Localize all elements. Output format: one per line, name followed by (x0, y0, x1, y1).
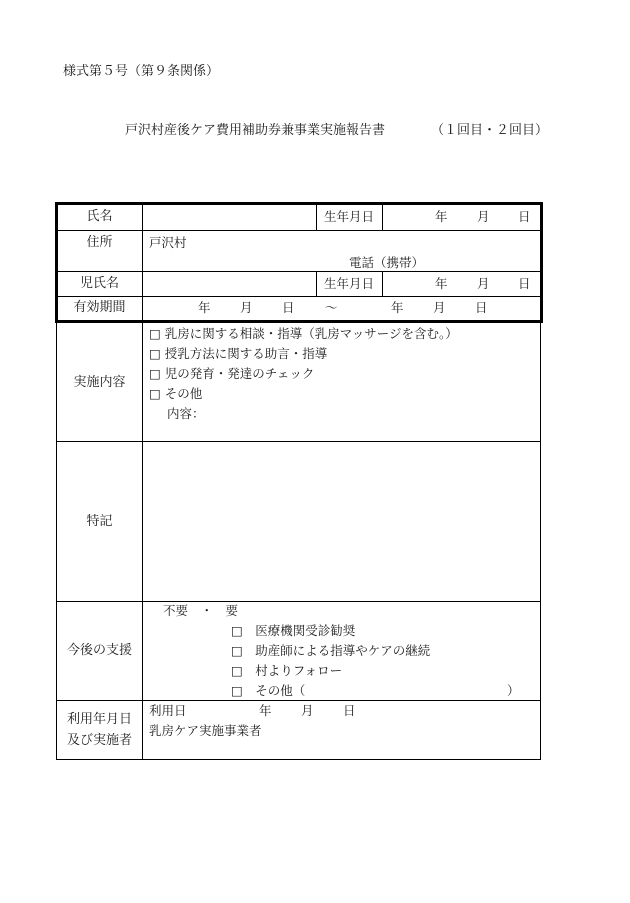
validity-from-year: 年 (198, 300, 211, 315)
name-label: 氏名 (86, 209, 113, 224)
support-item-medical-referral[interactable]: □ 医療機関受診勧奨 (231, 623, 356, 638)
child-birth-label: 生年月日 (323, 276, 374, 291)
support-item-other[interactable]: □ その他（ (231, 683, 306, 698)
content-label: 実施内容 (73, 375, 126, 390)
validity-from-month: 月 (240, 300, 253, 315)
usage-date-label: 利用日 (149, 703, 187, 718)
usage-label-line2: 及び実施者 (66, 733, 132, 748)
support-item-midwife-guidance[interactable]: □ 助産師による指導やケアの継続 (231, 643, 431, 658)
usage-year: 年 (259, 703, 272, 718)
support-need-choice[interactable]: 不要 ・ 要 (163, 603, 239, 618)
content-item-development-check[interactable]: □ 児の発育・発達のチェック (149, 366, 315, 381)
content-item-feeding-advice[interactable]: □ 授乳方法に関する助言・指導 (149, 346, 328, 361)
visit-count: （１回目・２回目） (431, 123, 549, 138)
notes-field[interactable] (143, 442, 540, 601)
child-birth-year: 年 (435, 276, 448, 291)
validity-to-day: 日 (475, 300, 488, 315)
validity-to-year: 年 (391, 300, 404, 315)
support-label: 今後の支援 (66, 643, 132, 658)
content-detail-label: 内容： (167, 406, 205, 421)
content-item-other[interactable]: □ その他 (149, 386, 203, 401)
usage-label-line1: 利用年月日 (66, 712, 132, 727)
content-item-breast-consultation[interactable]: □ 乳房に関する相談・指導（乳房マッサージを含む。） (149, 326, 458, 341)
validity-to-month: 月 (433, 300, 446, 315)
validity-tilde: ～ (325, 300, 338, 315)
birth-label: 生年月日 (323, 209, 374, 224)
usage-provider: 乳房ケア実施事業者 (149, 723, 262, 738)
usage-day: 日 (343, 703, 356, 718)
address-label: 住所 (86, 235, 113, 250)
birth-year: 年 (435, 209, 448, 224)
birth-month: 月 (477, 209, 490, 224)
birth-day: 日 (518, 209, 531, 224)
validity-label: 有効期間 (73, 300, 126, 315)
support-item-village-follow[interactable]: □ 村よりフォロー (231, 663, 343, 678)
form-number: 様式第５号（第９条関係） (63, 64, 220, 79)
support-other-close: ） (507, 683, 520, 698)
child-birth-day: 日 (518, 276, 531, 291)
usage-month: 月 (301, 703, 314, 718)
child-birth-month: 月 (477, 276, 490, 291)
notes-label: 特記 (86, 514, 113, 529)
page-title: 戸沢村産後ケア費用補助券兼事業実施報告書 (125, 123, 386, 138)
address-value: 戸沢村 (149, 235, 187, 250)
child-name-label: 児氏名 (79, 276, 119, 291)
phone-label: 電話（携帯） (349, 255, 425, 270)
validity-from-day: 日 (282, 300, 295, 315)
